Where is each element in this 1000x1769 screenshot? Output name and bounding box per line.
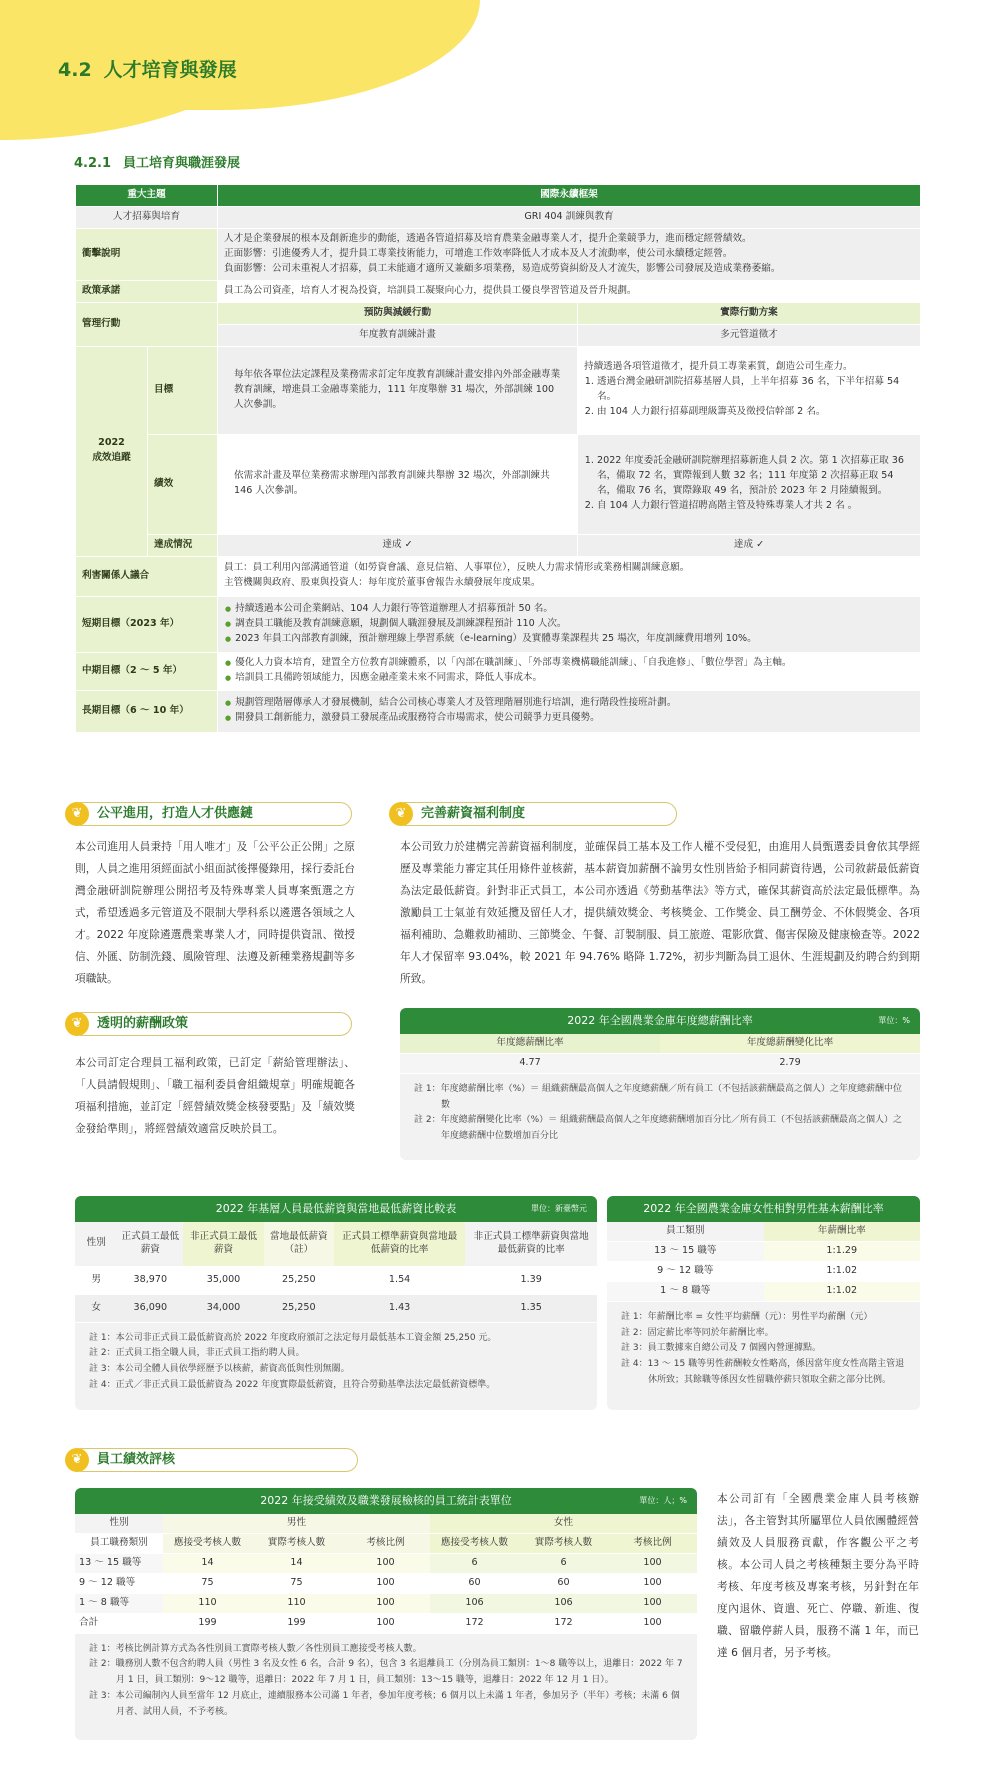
table-cell: 25,250 — [264, 1294, 334, 1322]
impact-line: 人才是企業發展的根本及創新進步的動能，透過各管道招募及培育農業金融專業人才，提升企業競爭力，進而穩定經營績效。 — [224, 233, 752, 244]
wheat-icon: ❦ — [65, 1012, 89, 1036]
goal-bullet: ● 開發員工創新能力，激發員工發展產品或服務符合市場需求，使公司競爭力更具優勢。 — [236, 711, 914, 726]
impact-line: 負面影響：公司未重視人才招募，員工未能適才適所又兼顧多項業務，易造成勞資糾紛及人才流失，影響公司發展及造成業務萎縮。 — [224, 262, 781, 274]
stakeholder-line: 主管機關與政府、股東與投資人：每年度於董事會報告永續發展年度成果。 — [224, 577, 541, 589]
table-cell: 14 — [163, 1553, 252, 1573]
review-box: 2022 年接受績效及職業發展檢核的員工統計表單位 單位：人；% 性別 男性 女性 員工職務類別 應接受考核人數 實際考核人數 考核比例 應接受考核人數 實際考核人數 考核比例 13 ～ 15 職等 14 14 100 6 6 100 9 ～ 12 職等 75 75 100 60 60 100 1 ～ 8 職等 110 110 100 106 106 100 合計 199 199 100 172 172 100 註 1：考核比例計算方式為各性別員工實際考核人數／各性別員工應接受考核人數。 註 2：職務別人數不包含約聘人員（男性 3 名及女性 6 名，合計 9 名），包含 3 名退離員工（分別為員工類別：1～8 職等以上，退離日：2022 年 7 月 1 日，員工類別：9～12 職等，退離日：2022 年 7 月 1 日，員工類別：13～15 職等，退離日：2022 年 12 月 1 日）。 註 3：本公司編制內人員至當年 12 月底止，連續服務本公司滿 1 年者，參加年度考核；6 個月以上未滿 1 年者，參加另予（半年）考核；未滿 6 個月者、試用人員，不予考核。 — [75, 1488, 697, 1740]
column-header: 正式員工最低薪資 — [117, 1222, 183, 1266]
goal-bullet: ● 規劃管理階層傳承人才發展機制，結合公司核心專業人才及管理階層別進行培訓，進行階段性接班計劃。 — [236, 696, 914, 711]
table-cell: 1 ～ 8 職等 — [607, 1281, 764, 1301]
column-header: 年薪酬比率 — [764, 1222, 921, 1241]
table-cell: 35,000 — [183, 1266, 264, 1294]
column-header: 員工職務類別 — [75, 1533, 163, 1553]
table-cell: 106 — [519, 1593, 608, 1613]
table-cell: 男 — [75, 1266, 117, 1294]
table-cell: 女 — [75, 1294, 117, 1322]
table-cell: 38,970 — [117, 1266, 183, 1294]
table-cell: 25,250 — [264, 1266, 334, 1294]
table-cell: 100 — [341, 1613, 430, 1633]
footnote: 註 1：本公司非正式員工最低薪資高於 2022 年度政府頒訂之法定每月最低基本工資金額 25,250 元。 — [89, 1332, 497, 1343]
table-cell: 110 — [252, 1593, 341, 1613]
table-cell: 75 — [163, 1573, 252, 1593]
goal-bullet: ● 持續透過本公司企業網站、104 人力銀行等管道辦理人才招募預計 50 名。 — [236, 602, 914, 617]
stakeholder-line: 員工：員工利用內部溝通管道（如勞資會議、意見信箱、人事單位），反映人力需求情形或業務相關訓練意願。 — [224, 562, 690, 574]
goal-item: 1. 透過台灣金融研訓院招募基層人員，上半年招募 36 名，下半年招募 54 名。 — [597, 375, 914, 405]
table-cell: 1.35 — [465, 1294, 597, 1322]
table-cell: 14 — [252, 1553, 341, 1573]
footnote: 註 1：年度總薪酬比率（%）＝ 組織薪酬最高個人之年度總薪酬／所有員工（不包括該薪酬最高之個人）之年度總薪酬中位數 — [414, 1083, 903, 1110]
table-cell: 100 — [341, 1573, 430, 1593]
table-cell: 172 — [519, 1613, 608, 1633]
table-cell: 6 — [430, 1553, 519, 1573]
section-title: 4.2 人才培育與發展 — [58, 59, 237, 81]
perf-item: 2. 自 104 人力銀行管道招聘高階主管及特殊專業人才共 2 名 。 — [597, 499, 914, 514]
table-cell: 199 — [163, 1613, 252, 1633]
footnote: 註 1：考核比例計算方式為各性別員工實際考核人數／各性別員工應接受考核人數。 — [89, 1643, 422, 1654]
table-cell: 199 — [252, 1613, 341, 1633]
table-cell: 100 — [608, 1573, 697, 1593]
goal-bullet: ● 調查員工職能及教育訓練意願，規劃個人職涯發展及訓練課程預計 110 人次。 — [236, 617, 914, 632]
fair-hiring-heading: ❦ 公平進用，打造人才供應鏈 — [70, 802, 352, 826]
min-wage-box: 2022 年基層人員最低薪資與當地最低薪資比較表 單位：新臺幣元 性別 正式員工最低薪資 非正式員工最低薪資 當地最低薪資（註） 正式員工標準薪資與當地最低薪資的比率 非正式員工標準薪資與當地最低薪資的比率 男 38,970 35,000 25,250 1.54 1.39 女 36,090 34,000 25,250 1.43 1.35 註 1：本公司非正式員工最低薪資高於 2022 年度政府頒訂之法定每月最低基本工資金額 25,250 元。 註 2：正式員工指全職人員，非正式員工指約聘人員。 註 3：本公司全體人員依學經歷予以核薪，薪資高低與性別無關。 註 4：正式／非正式員工最低薪資為 2022 年度實際最低薪資，且符合勞動基準法法定最低薪資標準。 — [75, 1196, 597, 1410]
column-header: 應接受考核人數 — [163, 1533, 252, 1553]
table-row — [607, 1261, 920, 1281]
table-row — [75, 1593, 697, 1613]
table-row — [75, 1294, 597, 1322]
column-header: 實際考核人數 — [252, 1533, 341, 1553]
column-header: 非正式員工最低薪資 — [183, 1222, 264, 1266]
performance-text: 本公司訂有「全國農業金庫人員考核辦法」，各主管對其所屬單位人員依團體經營績效及人員服務貢獻，作客觀公平之考核。本公司人員之考核種類主要分為平時考核、年度考核及專案考核，另針對在年度內退休、資遣、死亡、停職、新進、復職、留職停薪人員，服務不滿 1 年，而已達 6 個月者，另予考核。 — [717, 1492, 919, 1659]
wheat-icon: ❦ — [389, 802, 413, 826]
table-cell: 1:1.02 — [764, 1281, 921, 1301]
table-cell: 100 — [608, 1553, 697, 1573]
table-cell: 1:1.29 — [764, 1241, 921, 1261]
table-cell: 13 ～ 15 職等 — [607, 1241, 764, 1261]
table-row — [607, 1241, 920, 1261]
column-header: 當地最低薪資（註） — [264, 1222, 334, 1266]
table-cell: 1.39 — [465, 1266, 597, 1294]
table-cell: 60 — [519, 1573, 608, 1593]
fair-hiring-text: 本公司進用人員秉持「用人唯才」及「公平公正公開」之原則，人員之進用須經面試小組面試後擇優錄用，採行委託台灣金融研訓院辦理公開招考及特殊專業人員專案甄選之方式，希望透過多元管道及不限制大學科系以遴選各領域之人才。2022 年度除遴選農業專業人才，同時提供資訊、徵授信、外匯、防制洗錢、風險管理、法遵及新種業務規劃等多項職缺。 — [75, 840, 355, 985]
column-header: 性別 — [75, 1222, 117, 1266]
footnote: 註 3：本公司全體人員依學經歷予以核薪，薪資高低與性別無關。 — [89, 1364, 350, 1374]
column-header: 員工類別 — [607, 1222, 764, 1241]
pay-policy-heading: ❦ 透明的薪酬政策 — [70, 1012, 352, 1036]
table-cell: 9 ～ 12 職等 — [607, 1261, 764, 1281]
table-cell: 172 — [430, 1613, 519, 1633]
table-cell: 1:1.02 — [764, 1261, 921, 1281]
column-header: 實際考核人數 — [519, 1533, 608, 1553]
column-header: 應接受考核人數 — [430, 1533, 519, 1553]
table-cell: 106 — [430, 1593, 519, 1613]
column-header: 考核比例 — [608, 1533, 697, 1553]
welfare-heading: ❦ 完善薪資福利制度 — [394, 802, 677, 826]
table-row — [75, 1266, 597, 1294]
column-header: 性別 — [75, 1514, 163, 1533]
performance-heading: ❦ 員工績效評核 — [70, 1448, 358, 1472]
table-row — [75, 1613, 697, 1633]
goal-bullet: ● 優化人力資本培育，建置全方位教育訓練體系，以「內部在職訓練」、「外部專業機構職能訓練」、「自我進修」、「數位學習」為主軸。 — [236, 656, 914, 671]
table-cell: 100 — [608, 1593, 697, 1613]
table-cell: 100 — [341, 1553, 430, 1573]
table-cell: 1.54 — [334, 1266, 466, 1294]
table-cell: 100 — [608, 1613, 697, 1633]
footnote: 註 2：年度總薪酬變化比率（%）＝ 組織薪酬最高個人之年度總薪酬增加百分比／所有員工（不包括該薪酬最高之個人）之年度總薪酬中位數增加百分比 — [414, 1115, 903, 1142]
table-cell: 9 ～ 12 職等 — [75, 1573, 163, 1593]
column-header: 考核比例 — [341, 1533, 430, 1553]
table-cell: 60 — [430, 1573, 519, 1593]
column-header: 非正式員工標準薪資與當地最低薪資的比率 — [465, 1222, 597, 1266]
welfare-text: 本公司致力於建構完善薪資福利制度，並確保員工基本及工作人權不受侵犯，由進用人員甄選委員會依其學經歷及專業能力審定其任用條件並核薪，基本薪資加薪酬不論男女性別皆給予相同薪資待遇，公司敘薪最低薪資為法定最低薪資。針對非正式員工，本公司亦透過《勞動基準法》等方式，確保其薪資高於法定最低標準。為激勵員工士氣並有效延攬及留任人才，提供績效獎金、考核獎金、工作獎金、員工酬勞金、不休假獎金、各項福利補助、急難救助補助、三節獎金、午餐、訂製制服、員工旅遊、電影欣賞、傷害保險及健康檢查等。2022 年人才保留率 93.04%，較 2021 年 94.76% 略降 1.72%，初步判斷為員工退休、生涯規劃及約聘合約到期所致。 — [400, 840, 920, 985]
table-row — [607, 1281, 920, 1301]
wheat-icon: ❦ — [65, 802, 89, 826]
pay-ratio-box: 2022 年全國農業金庫年度總薪酬比率 單位：% 年度總薪酬比率 年度總薪酬變化比率 4.77 2.79 註 1：年度總薪酬比率（%）＝ 組織薪酬最高個人之年度總薪酬／所有員工（不包括該薪酬最高之個人）之年度總薪酬中位數 註 2：年度總薪酬變化比率（%）＝ 組織薪酬最高個人之年度總薪酬增加百分比／所有員工（不包括該薪酬最高之個人）之年度總薪酬中位數增加百分比 — [400, 1008, 920, 1160]
wheat-icon: ❦ — [65, 1448, 89, 1472]
footnote: 註 3：本公司編制內人員至當年 12 月底止，連續服務本公司滿 1 年者，參加年度考核；6 個月以上未滿 1 年者，參加另予（半年）考核；未滿 6 個月者、試用人員，不予考核。 — [89, 1690, 680, 1717]
column-header: 男性 — [163, 1514, 430, 1533]
table-cell: 1 ～ 8 職等 — [75, 1593, 163, 1613]
footnote: 註 1：年薪酬比率 = 女性平均薪酬（元）：男性平均薪酬（元） — [621, 1311, 873, 1322]
gender-pay-box: 2022 年全國農業金庫女性相對男性基本薪酬比率 員工類別 年薪酬比率 13 ～ 15 職等 1:1.29 9 ～ 12 職等 1:1.02 1 ～ 8 職等 1:1.02 註 1：年薪酬比率 = 女性平均薪酬（元）：男性平均薪酬（元） 註 2：固定薪比率等同於年薪酬比率。 註 3：員工數據來自總公司及 7 個國內營運據點。 註 4：13 ～ 15 職等男性薪酬較女性略高，係因當年度女性高階主管退休所致；其餘職等係因女性留職停薪只領取全薪之部分比例。 — [607, 1196, 920, 1410]
table-cell: 6 — [519, 1553, 608, 1573]
column-header: 女性 — [430, 1514, 697, 1533]
table-row — [75, 1573, 697, 1593]
perf-item: 1. 2022 年度委託金融研訓院辦理招募新進人員 2 次。第 1 次招募正取 36 名，備取 72 名，實際報到人數 32 名；111 年度第 2 次招募正取 54 名，備取 76 名，實際錄取 49 名，預計於 2023 年 2 月陸續報到。 — [597, 454, 914, 499]
table-cell: 36,090 — [117, 1294, 183, 1322]
table-cell: 110 — [163, 1593, 252, 1613]
impact-line: 正面影響：引進優秀人才，提升員工專業技術能力，可增進工作效率降低人才成本及人才流動率，使公司永續穩定經營。 — [224, 247, 733, 259]
table-row — [75, 1553, 697, 1573]
table-cell: 合計 — [75, 1613, 163, 1633]
goal-intro: 持續透過各項管道徵才，提升員工專業素質，創造公司生產力。 — [584, 361, 853, 373]
footnote: 註 4：13 ～ 15 職等男性薪酬較女性略高，係因當年度女性高階主管退休所致；其餘職等係因女性留職停薪只領取全薪之部分比例。 — [621, 1359, 905, 1385]
subsection-title: 4.2.1 員工培育與職涯發展 — [74, 156, 241, 171]
table-cell: 34,000 — [183, 1294, 264, 1322]
pay-policy-text: 本公司訂定合理員工福利政策，已訂定「薪給管理辦法」、「人員請假規則」、「職工福利委員會組織規章」明確規範各項福利措施，並訂定「經營績效獎金核發要點」及「績效獎金發給準則」，將經營績效適當反映於員工。 — [75, 1056, 355, 1135]
framework-table: 重大主題 國際永續框架 人才招募與培育 GRI 404 訓練與教育 衝擊說明 人才是企業發展的根本及創新進步的動能，透過各管道招募及培育農業金融專業人才，提升企業競爭力，進而穩定經營績效。 正面影響：引進優秀人才，提升員工專業技術能力，可增進工作效率降低人才成本及人才流動率，使公司永續穩定經營。 負面影響：公司未重視人才招募，員工未能適才適所又兼顧多項業務，易造成勞資糾紛及人才流失，影響公司發展及造成業務萎縮。 政策承諾 員工為公司資產，培育人才視為投資，培訓員工凝聚向心力，提供員工優良學習管道及晉升規劃。 管理行動 預防與減緩行動 實際行動方案 年度教育訓練計畫 多元管道徵才 2022 成效追蹤 目標 每年依各單位法定課程及業務需求訂定年度教育訓練計畫安排內外部金融專業教育訓練，增進員工金融專業能力，111 年度舉辦 31 場次，外部訓練 100 人次參訓。 持續透過各項管道徵才，提升員工專業素質，創造公司生產力。 1. 透過台灣金融研訓院招募基層人員，上半年招募 36 名，下半年招募 54 名。 2. 由 104 人力銀行招募副理級籌英及徵授信幹部 2 名。 績效 依需求計畫及單位業務需求辦理內部教育訓練共舉辦 32 場次，外部訓練共 146 人次參訓。 1. 2022 年度委託金融研訓院辦理招募新進人員 2 次。第 1 次招募正取 36 名，備取 72 名，實際報到人數 32 名；111 年度第 2 次招募正取 54 名，備取 76 名，實際錄取 49 名，預計於 2023 年 2 月陸續報到。 2. 自 104 人力銀行管道招聘高階主管及特殊專業人才共 2 名 。 達成情況 達成 ✓ 達成 ✓ 利害關係人議合 員工：員工利用內部溝通管道（如勞資會議、意見信箱、人事單位），反映人力需求情形或業務相關訓練意願。 主管機關與政府、股東與投資人：每年度於董事會報告永續發展年度成果。 短期目標（2023 年） ● 持續透過本公司企業網站、104 人力銀行等管道辦理人才招募預計 50 名。 ● 調查員工職能及教育訓練意願，規劃個人職涯發展及訓練課程預計 110 人次。 ● 2023 年員工內部教育訓練，預計辦理線上學習系統（e-learning）及實體專業課程共 25 場次，年度訓練費用增列 10%。 中期目標（2 ～ 5 年） ● 優化人力資本培育，建置全方位教育訓練體系，以「內部在職訓練」、「外部專業機構職能訓練」、「自我進修」、「數位學習」為主軸。 ● 培訓員工具備跨領域能力，因應金融產業未來不同需求，降低人事成本。 長期目標（6 ～ 10 年） ● 規劃管理階層傳承人才發展機制，結合公司核心專業人才及管理階層別進行培訓，進行階段性接班計劃。 ● 開發員工創新能力，激發員工發展產品或服務符合市場需求，使公司競爭力更具優勢。 — [75, 184, 921, 733]
goal-bullet: ● 培訓員工具備跨領域能力，因應金融產業未來不同需求，降低人事成本。 — [236, 671, 914, 686]
table-cell: 100 — [341, 1593, 430, 1613]
table-cell: 1.43 — [334, 1294, 466, 1322]
footnote: 註 2：正式員工指全職人員，非正式員工指約聘人員。 — [89, 1348, 305, 1359]
table-cell: 13 ～ 15 職等 — [75, 1553, 163, 1573]
footnote: 註 2：固定薪比率等同於年薪酬比率。 — [621, 1327, 774, 1338]
goal-item: 2. 由 104 人力銀行招募副理級籌英及徵授信幹部 2 名。 — [597, 405, 914, 420]
table-cell: 75 — [252, 1573, 341, 1593]
column-header: 正式員工標準薪資與當地最低薪資的比率 — [334, 1222, 466, 1266]
footnote: 註 4：正式／非正式員工最低薪資為 2022 年度實際最低薪資，且符合勞動基準法法定最低薪資標準。 — [89, 1379, 496, 1390]
footnote: 註 2：職務別人數不包含約聘人員（男性 3 名及女性 6 名，合計 9 名），包含 3 名退離員工（分別為員工類別：1～8 職等以上，退離日：2022 年 7 月 1 日，員工類別：9～12 職等，退離日：2022 年 7 月 1 日，員工類別：13～15 職等，退離日：2022 年 12 月 1 日）。 — [89, 1659, 683, 1686]
goal-bullet: ● 2023 年員工內部教育訓練，預計辦理線上學習系統（e-learning）及實體專業課程共 25 場次，年度訓練費用增列 10%。 — [236, 632, 914, 647]
footnote: 註 3：員工數據來自總公司及 7 個國內營運據點。 — [621, 1343, 822, 1354]
